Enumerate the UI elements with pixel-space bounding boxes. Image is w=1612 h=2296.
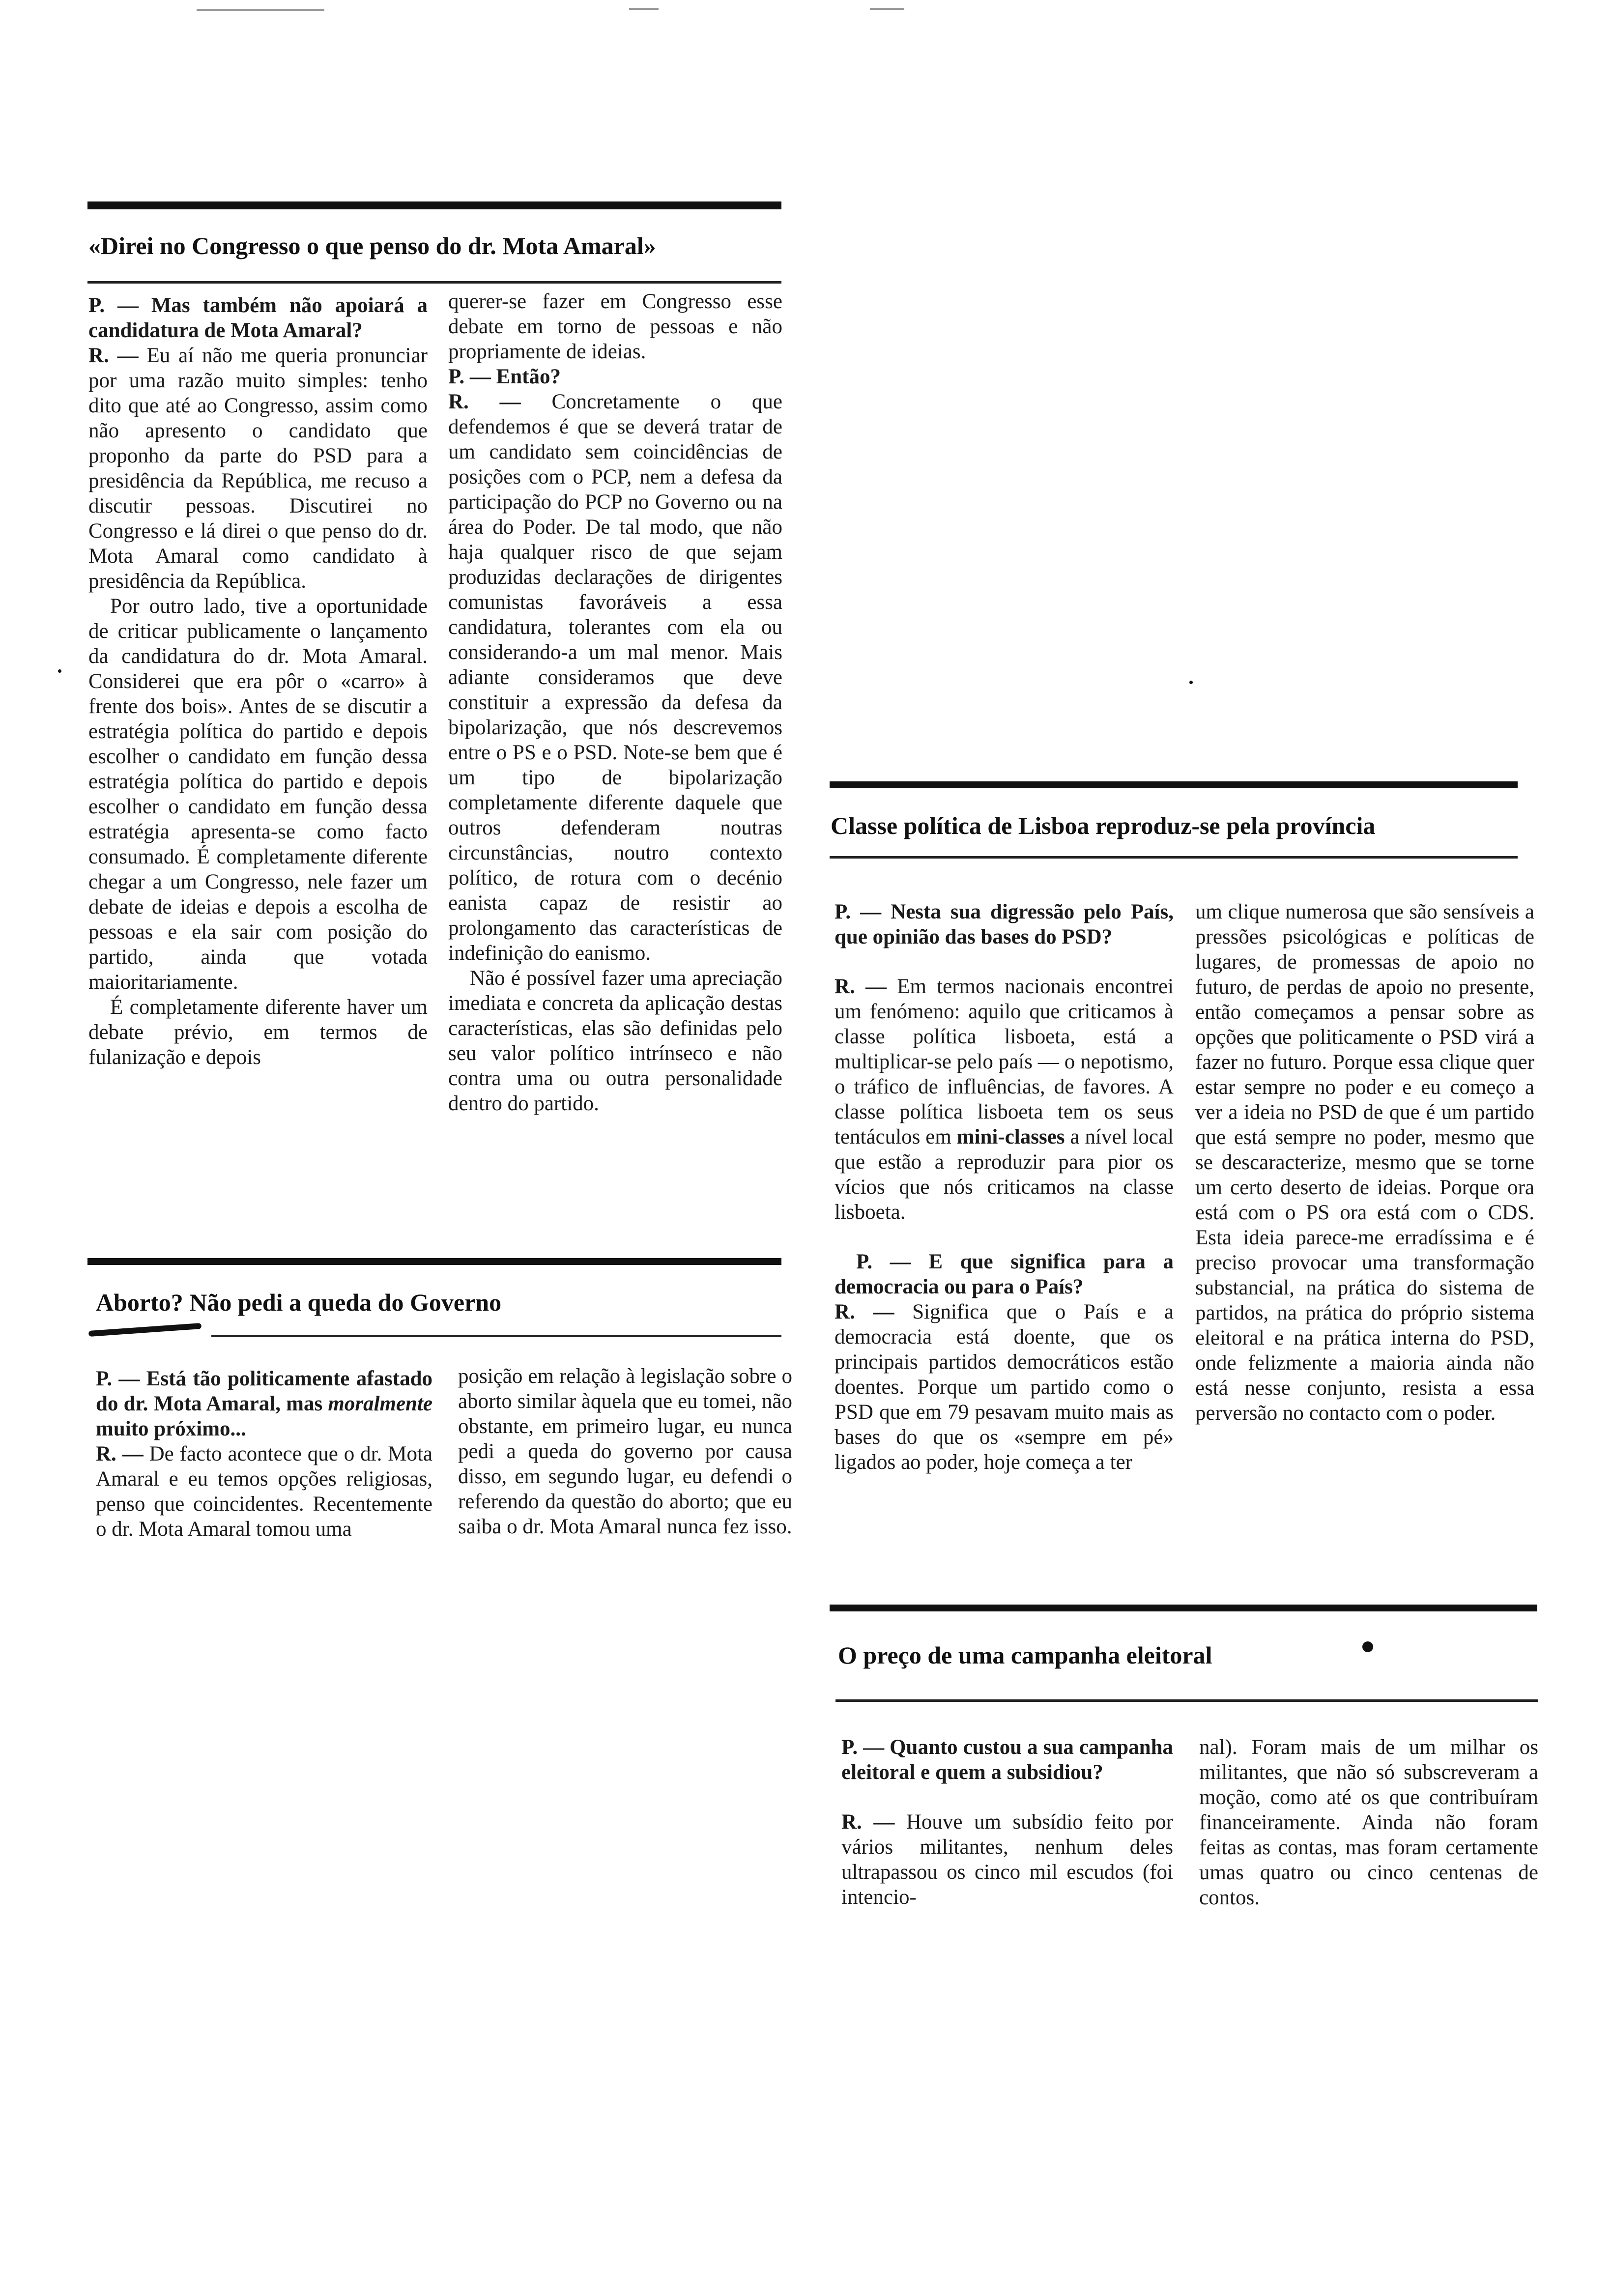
scan-speck bbox=[1189, 681, 1193, 684]
headline-rule bbox=[835, 1699, 1538, 1702]
paragraph: É completamente diferente haver um debate prévio, em termos de fulanização e depois bbox=[88, 996, 428, 1069]
question-label: P. — bbox=[856, 1250, 911, 1273]
answer-label: R. — bbox=[88, 344, 139, 367]
question: P. — Está tão politicamente afastado do dr. Mota Amaral, mas moralmente muito próximo... bbox=[96, 1367, 432, 1440]
scan-mark bbox=[870, 8, 904, 10]
answer: R. — Concretamente o que defendemos é que se deverá tratar de um candidato sem coincidências de posições com o PCP, nem a defesa da participação do PCP no Governo ou na área do Poder. De tal modo, que não haja qualquer risco de que sejam produzidas declarações de dirigentes comunistas favoráveis a essa candidatura, tolerantes com ela ou considerando-a um mal menor. Mais adiante consideramos que deve constituir a expressão da defesa da bipolarização, que nós descrevemos entre o PS e o PSD. Note-se bem que é um tipo de bipolarização completamente diferente daquele que outros defenderam noutras circunstâncias, noutro contexto político, de rotura com o decénio eanista capaz de resistir ao prolongamento das características de indefinição do eanismo. bbox=[448, 390, 782, 965]
answer: R. — De facto acontece que o dr. Mota Amaral e eu temos opções religiosas, penso que coincidentes. Recentemente o dr. Mota Amaral tomou uma bbox=[96, 1442, 432, 1541]
headline: O preço de uma campanha eleitoral bbox=[838, 1641, 1212, 1669]
answer: R. — Em termos nacionais encontrei um fenómeno: aquilo que criticamos à classe política lisboeta, está a multiplicar-se pelo país — o nepotismo, o tráfico de influências, de favores. A classe política lisboeta tem os seus tentáculos em mini-classes a nível local que estão a reproduzir para pior os vícios que nós criticamos na classe lisboeta. bbox=[835, 975, 1174, 1224]
bullet-dot bbox=[1362, 1641, 1373, 1652]
scan-mark bbox=[629, 8, 659, 10]
article-column bbox=[448, 289, 782, 1116]
question-label: P. — bbox=[448, 365, 491, 388]
scan-speck bbox=[58, 669, 61, 673]
answer-label: R. — bbox=[835, 975, 887, 998]
answer-label: R. — bbox=[841, 1810, 895, 1834]
answer-label: R. — bbox=[835, 1300, 894, 1323]
headline-rule bbox=[211, 1335, 781, 1337]
article-top-rule bbox=[87, 1258, 781, 1265]
underline-swoosh bbox=[88, 1323, 202, 1337]
answer-label: R. — bbox=[96, 1442, 144, 1465]
paragraph: querer-se fazer em Congresso esse debate em torno de pessoas e não propriamente de ideias. bbox=[448, 290, 782, 363]
headline-rule bbox=[87, 281, 781, 284]
headline: Aborto? Não pedi a queda do Governo bbox=[96, 1289, 502, 1316]
article-top-rule bbox=[830, 781, 1518, 788]
article-column bbox=[88, 293, 428, 1070]
emphasis: moralmente bbox=[328, 1392, 432, 1415]
question: P. — Nesta sua digressão pelo País, que opinião das bases do PSD? bbox=[835, 900, 1174, 948]
paragraph: Por outro lado, tive a oportunidade de criticar publicamente o lançamento da candidatura do dr. Mota Amaral. Considerei que era pôr o «carro» à frente dos bois». Antes de se discutir a estratégia política do partido e depois escolher o candidato em função dessa estratégia política do partido e depois escolher o candidato em função dessa estratégia apresenta-se como facto consumado. É completamente diferente chegar a um Congresso, nele fazer um debate de ideias e depois a escolha de pessoas e ela sair com posição do partido, ainda que votada maioritariamente. bbox=[88, 595, 428, 994]
bold-term: mini-classes bbox=[956, 1125, 1065, 1148]
question-label: P. — bbox=[96, 1367, 140, 1390]
headline-rule bbox=[830, 856, 1518, 859]
article-column bbox=[1199, 1735, 1538, 1910]
question-label: P. — bbox=[88, 294, 139, 317]
answer: R. — Eu aí não me queria pronunciar por uma razão muito simples: tenho dito que até ao Congresso, assim como não apresento o candidato que proponho da parte do PSD para a presidência da República, me recuso a discutir pessoas. Discutirei no Congresso e lá direi o que penso do dr. Mota Amaral como candidato à presidência da República. bbox=[88, 344, 428, 593]
scan-mark bbox=[197, 9, 324, 11]
headline: Classe política de Lisboa reproduz-se pela província bbox=[831, 812, 1376, 839]
question: P. — Então? bbox=[448, 365, 561, 388]
article-column bbox=[835, 899, 1174, 1475]
paragraph: um clique numerosa que são sensíveis a pressões psicológicas e políticas de lugares, de promessas de apoio no futuro, de perdas de apoio no presente, então começamos a pensar sobre as opções que politicamente o PSD virá a fazer no futuro. Porque essa clique quer estar sempre no poder e eu começo a ver a ideia no PSD de que é um partido que está sempre no poder, mesmo que se descaracterize, mesmo que se torne um certo deserto de ideias. Porque ora está com o PS ora está com o CDS. Esta ideia parece-me erradíssima e é preciso provocar uma transformação substancial, na prática do sistema de partidos, na prática do próprio sistema eleitoral e na prática interna do PSD, onde felizmente a maioria ainda não está nesse conjunto, resista a essa perversão no contacto com o poder. bbox=[1195, 900, 1534, 1425]
question: P. — Mas também não apoiará a candidatura de Mota Amaral? bbox=[88, 294, 428, 342]
article-top-rule bbox=[830, 1605, 1537, 1611]
question-label: P. — bbox=[841, 1736, 885, 1759]
article-top-rule bbox=[87, 201, 781, 209]
paragraph: posição em relação à legislação sobre o aborto similar àquela que eu tomei, não obstante, em primeiro lugar, eu nunca pedi a queda do governo por causa disso, em segundo lugar, eu defendi o referendo da questão do aborto; que eu saiba o dr. Mota Amaral nunca fez isso. bbox=[458, 1365, 792, 1538]
answer-label: R. — bbox=[448, 390, 521, 413]
question: P. — E que significa para a democracia ou para o País? bbox=[835, 1250, 1174, 1298]
question-label: P. — bbox=[835, 900, 882, 923]
answer: R. — Significa que o País e a democracia está doente, que os principais partidos democráticos estão doentes. Porque um partido como o PSD que em 79 pesavam muito mais as bases do que os «sempre em pé» ligados ao poder, hoje começa a ter bbox=[835, 1300, 1174, 1474]
answer: R. — Houve um subsídio feito por vários militantes, nenhum deles ultrapassou os cinco mil escudos (foi intencio- bbox=[841, 1810, 1173, 1909]
article-column bbox=[96, 1366, 432, 1542]
paragraph: Não é possível fazer uma apreciação imediata e concreta da aplicação destas características, elas são definidas pelo seu valor político intrínseco e não contra uma ou outra personalidade dentro do partido. bbox=[448, 967, 782, 1115]
article-column bbox=[841, 1735, 1173, 1910]
headline: «Direi no Congresso o que penso do dr. Mota Amaral» bbox=[88, 232, 656, 259]
paragraph: nal). Foram mais de um milhar os militantes, que não só subscreveram a moção, como até os que contribuíram financeiramente. Ainda não foram feitas as contas, mas foram certamente umas quatro ou cinco centenas de contos. bbox=[1199, 1736, 1538, 1909]
article-column bbox=[1195, 899, 1534, 1426]
question: P. — Quanto custou a sua campanha eleitoral e quem a subsidiou? bbox=[841, 1736, 1173, 1784]
article-column bbox=[458, 1364, 792, 1539]
